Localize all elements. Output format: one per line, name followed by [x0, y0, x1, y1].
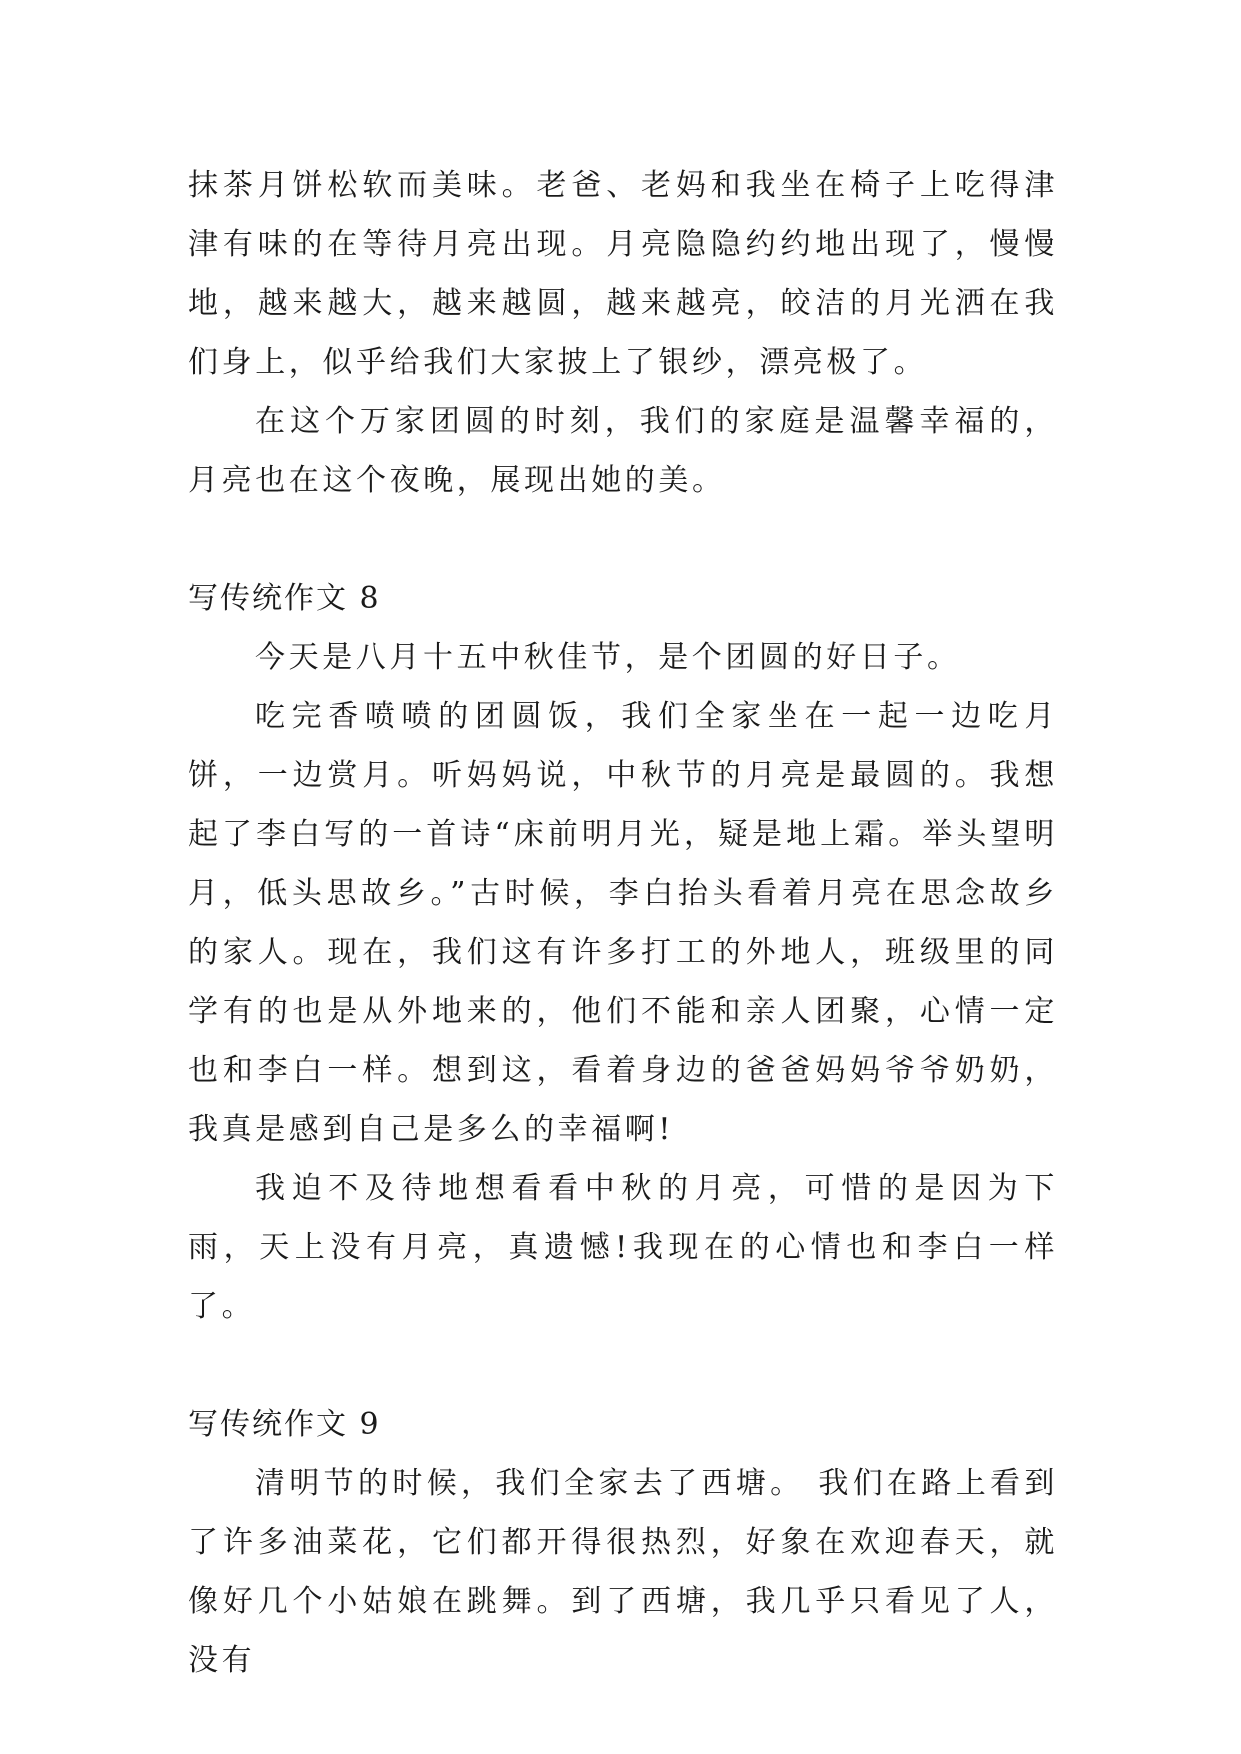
paragraph-4: 吃完香喷喷的团圆饭，我们全家坐在一起一边吃月饼，一边赏月。听妈妈说，中秋节的月亮是最圆的。我想起了李白写的一首诗“床前明月光，疑是地上霜。举头望明月，低头思故乡。”古时候，李白抬头看着月亮在思念故乡的家人。现在，我们这有许多打工的外地人，班级里的同学有的也是从外地来的，他们不能和亲人团聚，心情一定也和李白一样。想到这，看着身边的爸爸妈妈爷爷奶奶，我真是感到自己是多么的幸福啊! — [188, 699, 1058, 1147]
section-gap — [188, 1336, 1058, 1395]
section-heading-9: 写传统作文 9 — [188, 1407, 381, 1442]
paragraph-2: 在这个万家团圆的时刻，我们的家庭是温馨幸福的，月亮也在这个夜晚，展现出她的美。 — [188, 404, 1058, 498]
document-body — [188, 156, 1058, 1690]
section-heading-8: 写传统作文 8 — [188, 581, 381, 616]
paragraph-1: 抹茶月饼松软而美味。老爸、老妈和我坐在椅子上吃得津津有味的在等待月亮出现。月亮隐隐约约地出现了，慢慢地，越来越大，越来越圆，越来越亮，皎洁的月光洒在我们身上，似乎给我们大家披上了银纱，漂亮极了。 — [188, 168, 1058, 380]
paragraph-3: 今天是八月十五中秋佳节，是个团圆的好日子。 — [255, 640, 961, 675]
paragraph-5: 我迫不及待地想看看中秋的月亮，可惜的是因为下雨，天上没有月亮，真遗憾!我现在的心情也和李白一样了。 — [188, 1171, 1058, 1324]
paragraph-6: 清明节的时候，我们全家去了西塘。 我们在路上看到了许多油菜花，它们都开得很热烈，好象在欢迎春天，就像好几个小姑娘在跳舞。到了西塘，我几乎只看见了人，没有 — [188, 1466, 1058, 1678]
section-gap — [188, 510, 1058, 569]
